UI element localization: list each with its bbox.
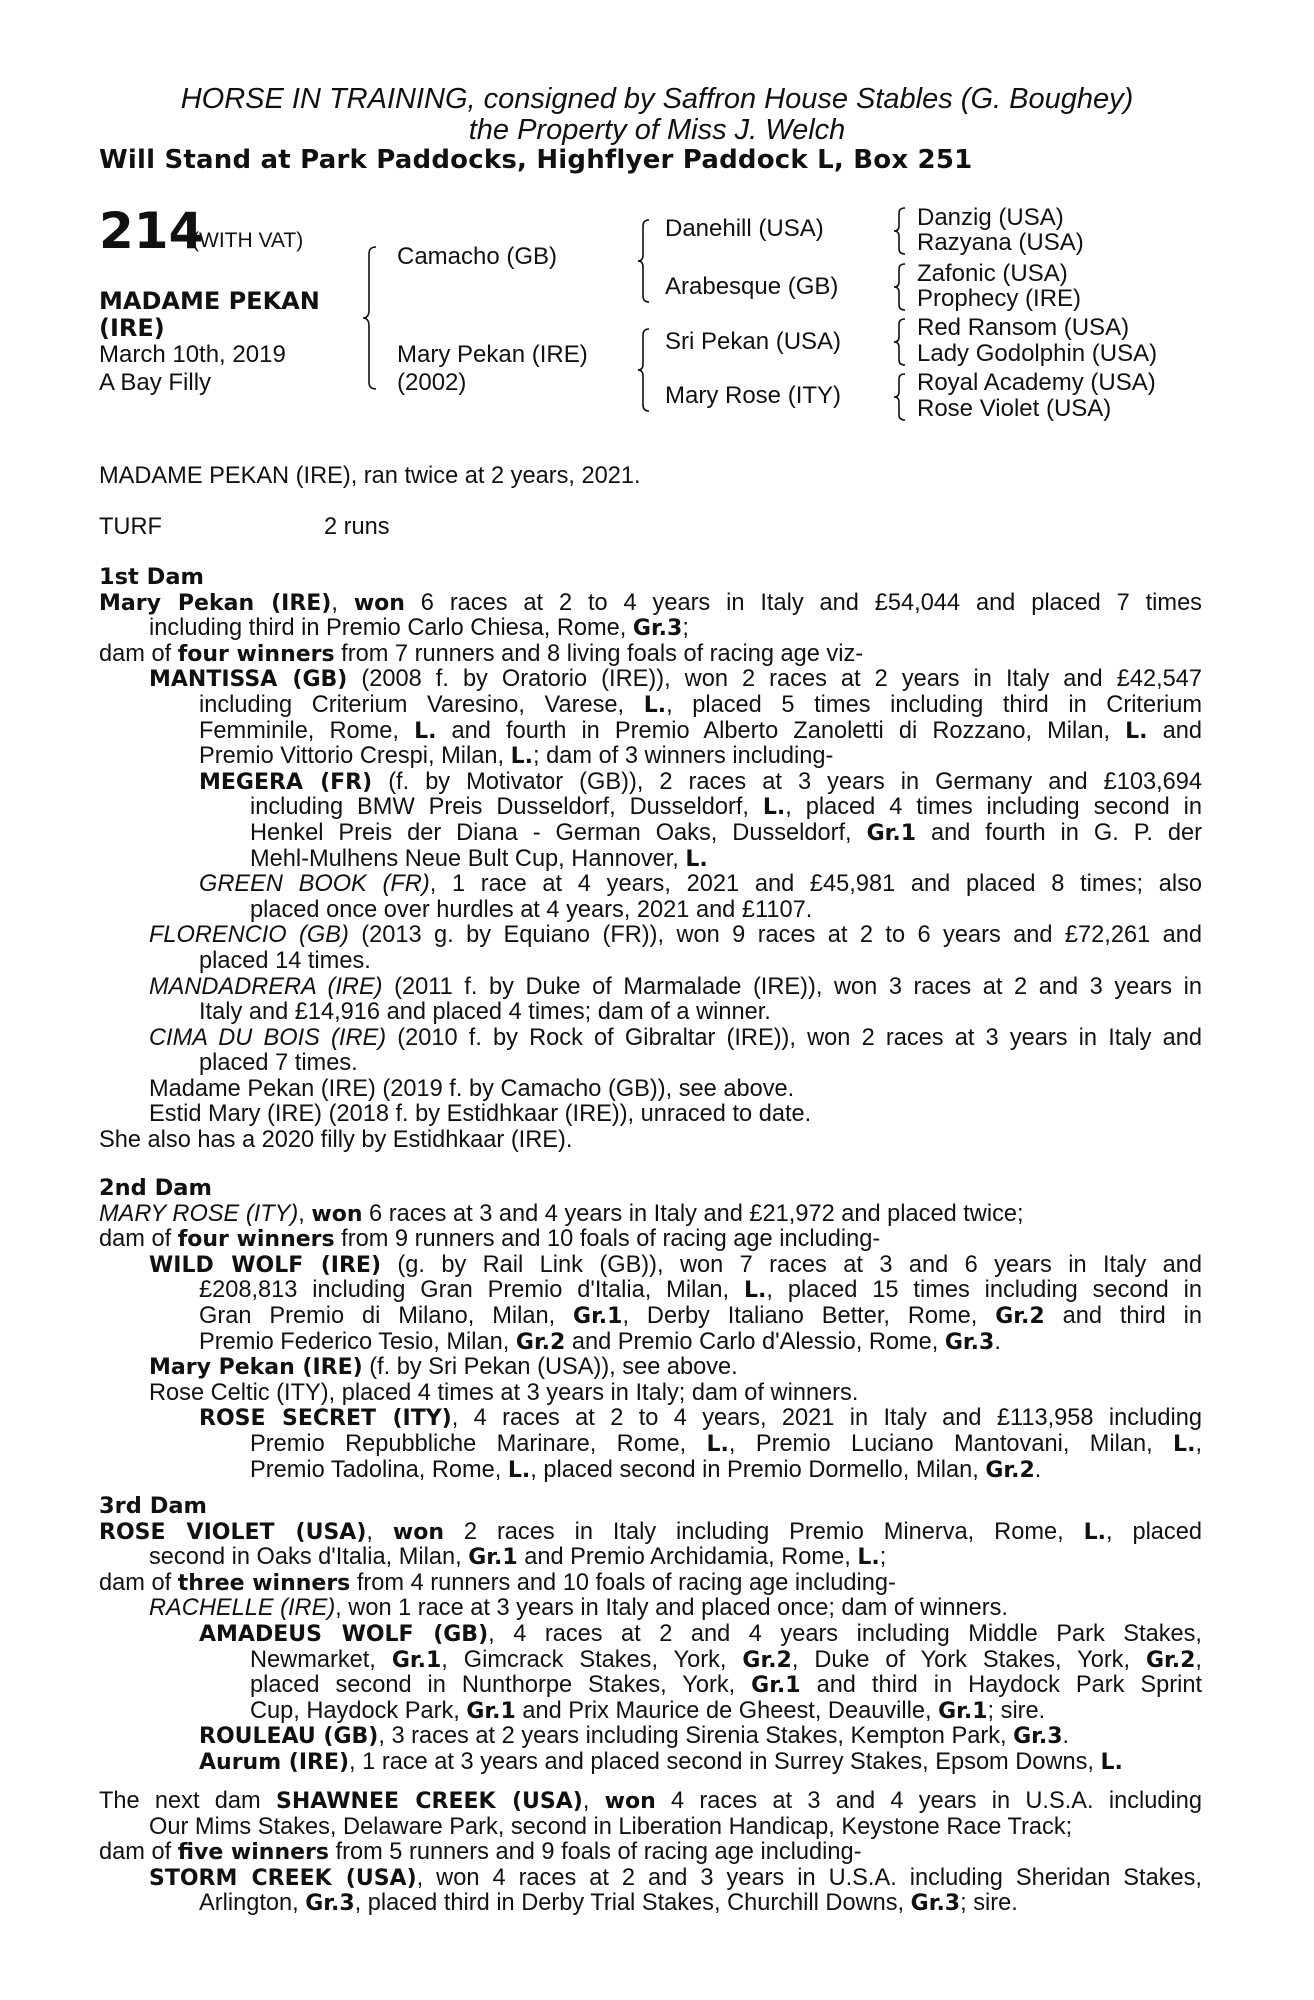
- second-dam-section: [99, 1176, 1202, 1483]
- section-heading: 3rd Dam: [99, 1493, 207, 1519]
- produce-line: placed 14 times.: [199, 947, 371, 974]
- dam-line: dam of three winners from 4 runners and 10 foals of racing age including-: [99, 1569, 896, 1596]
- produce-line: ROULEAU (GB), 3 races at 2 years including Sirenia Stakes, Kempton Park, Gr.3.: [199, 1723, 1070, 1750]
- pedigree-brace-ds: [893, 318, 907, 366]
- section-heading: 1st Dam: [99, 564, 204, 590]
- owner-line: the Property of Miss J. Welch: [468, 114, 846, 146]
- produce-line: Mary Pekan (IRE) (f. by Sri Pekan (USA)), see above.: [149, 1354, 738, 1381]
- consignor-line: HORSE IN TRAINING, consigned by Saffron House Stables (G. Boughey): [180, 83, 1134, 115]
- produce-line: including BMW Preis Dusseldorf, Dusseldorf, L., placed 4 times including second in: [250, 794, 1202, 821]
- produce-line: ROSE SECRET (ITY), 4 races at 2 to 4 years, 2021 in Italy and £113,958 including: [199, 1405, 1202, 1432]
- pedigree-ds-sire: Red Ransom (USA): [917, 314, 1130, 341]
- dam-line: The next dam SHAWNEE CREEK (USA), won 4 races at 3 and 4 years in U.S.A. including: [99, 1788, 1202, 1814]
- pedigree-sire-sire: Danehill (USA): [665, 215, 824, 242]
- produce-line: MANDADRERA (IRE) (2011 f. by Duke of Marmalade (IRE)), won 3 races at 2 and 3 years in: [149, 973, 1202, 1000]
- produce-line: GREEN BOOK (FR), 1 race at 4 years, 2021 and £45,981 and placed 8 times; also: [199, 871, 1202, 898]
- produce-line: Cup, Haydock Park, Gr.1 and Prix Maurice de Gheest, Deauville, Gr.1; sire.: [250, 1697, 1046, 1724]
- pedigree-dam-dam: Mary Rose (ITY): [665, 382, 842, 409]
- dam-line: second in Oaks d'Italia, Milan, Gr.1 and Premio Archidamia, Rome, L.;: [149, 1544, 887, 1571]
- pedigree-ss-dam: Razyana (USA): [917, 229, 1084, 256]
- produce-line: Gran Premio di Milano, Milan, Gr.1, Derby Italiano Better, Rome, Gr.2 and third in: [199, 1302, 1202, 1329]
- produce-line: FLORENCIO (GB) (2013 g. by Equiano (FR)), won 9 races at 2 to 6 years and £72,261 and: [149, 922, 1202, 949]
- produce-line: Femminile, Rome, L. and fourth in Premio Alberto Zanoletti di Rozzano, Milan, L. and: [199, 717, 1203, 744]
- turf-runs: 2 runs: [324, 514, 390, 540]
- next-dam-section: [99, 1789, 1202, 1917]
- produce-line: Premio Tadolina, Rome, L., placed second in Premio Dormello, Milan, Gr.2.: [250, 1456, 1042, 1483]
- dam-line: MARY ROSE (ITY), won 6 races at 3 and 4 years in Italy and £21,972 and placed twice;: [99, 1200, 1024, 1227]
- produce-line: AMADEUS WOLF (GB), 4 races at 2 and 4 years including Middle Park Stakes,: [199, 1620, 1202, 1647]
- vat-label: (WITH VAT): [192, 229, 304, 252]
- dam-line: dam of four winners from 9 runners and 10 foals of racing age including-: [99, 1226, 881, 1253]
- stable-location-line: Will Stand at Park Paddocks, Highflyer Paddock L, Box 251: [99, 145, 973, 175]
- produce-line: Premio Federico Tesio, Milan, Gr.2 and Premio Carlo d'Alessio, Rome, Gr.3.: [199, 1328, 1001, 1355]
- pedigree-brace-dam: [637, 328, 651, 412]
- third-dam-section: [99, 1494, 1202, 1776]
- dam-line: ROSE VIOLET (USA), won 2 races in Italy including Premio Minerva, Rome, L., placed: [99, 1518, 1202, 1545]
- dam-line: Mary Pekan (IRE), won 6 races at 2 to 4 years in Italy and £54,044 and placed 7 times: [99, 589, 1202, 616]
- produce-line: placed second in Nunthorpe Stakes, York, Gr.1 and third in Haydock Park Sprint: [250, 1672, 1202, 1699]
- pedigree-brace-main: [362, 246, 378, 390]
- produce-line: Italy and £14,916 and placed 4 times; dam of a winner.: [199, 999, 771, 1026]
- pedigree-ds-dam: Lady Godolphin (USA): [917, 340, 1158, 367]
- pedigree-dam-line2: (2002): [397, 369, 467, 396]
- horse-name: [99, 288, 320, 342]
- pedigree-dam-sire: Sri Pekan (USA): [665, 328, 842, 355]
- dam-line: dam of four winners from 7 runners and 8 living foals of racing age viz-: [99, 640, 864, 667]
- produce-line: WILD WOLF (IRE) (g. by Rail Link (GB)), won 7 races at 3 and 6 years in Italy and: [149, 1251, 1202, 1278]
- produce-line: Mehl-Mulhens Neue Bult Cup, Hannover, L.: [250, 845, 708, 872]
- produce-line: Aurum (IRE), 1 race at 3 years and placed second in Surrey Stakes, Epsom Downs, L.: [199, 1748, 1123, 1775]
- lot-number: 214: [99, 202, 204, 260]
- pedigree-dam-line1: Mary Pekan (IRE): [397, 341, 588, 368]
- dam-line: Our Mims Stakes, Delaware Park, second in Liberation Handicap, Keystone Race Track;: [149, 1813, 1073, 1840]
- pedigree-brace-sire: [637, 219, 651, 303]
- produce-line: MEGERA (FR) (f. by Motivator (GB)), 2 races at 3 years in Germany and £103,694: [199, 768, 1203, 795]
- horse-dob: March 10th, 2019: [99, 341, 286, 368]
- dam-line: dam of five winners from 5 runners and 9 foals of racing age including-: [99, 1839, 862, 1866]
- produce-line: MANTISSA (GB) (2008 f. by Oratorio (IRE)), won 2 races at 2 years in Italy and £42,547: [149, 666, 1202, 693]
- horse-name-line1: MADAME PEKAN: [99, 287, 320, 315]
- pedigree-sire: Camacho (GB): [397, 243, 558, 270]
- first-dam-section: [99, 565, 1202, 1154]
- pedigree-brace-ss: [893, 207, 907, 255]
- pedigree-ss-sire: Danzig (USA): [917, 204, 1064, 231]
- turf-record: [99, 515, 1202, 541]
- pedigree-brace-dd: [893, 373, 907, 421]
- produce-line: She also has a 2020 filly by Estidhkaar (IRE).: [99, 1127, 573, 1154]
- section-heading: 2nd Dam: [99, 1175, 212, 1201]
- produce-line: Premio Repubbliche Marinare, Rome, L., Premio Luciano Mantovani, Milan, L.,: [250, 1430, 1202, 1457]
- produce-line: RACHELLE (IRE), won 1 race at 3 years in Italy and placed once; dam of winners.: [149, 1595, 1008, 1622]
- produce-line: including Criterium Varesino, Varese, L., placed 5 times including third in Criterium: [199, 691, 1202, 718]
- turf-label: TURF: [99, 514, 162, 540]
- produce-line: placed 7 times.: [199, 1050, 358, 1077]
- pedigree-sd-dam: Prophecy (IRE): [917, 285, 1082, 312]
- produce-line: Estid Mary (IRE) (2018 f. by Estidhkaar (IRE)), unraced to date.: [149, 1101, 812, 1128]
- dam-line: including third in Premio Carlo Chiesa, Rome, Gr.3;: [149, 615, 689, 642]
- produce-line: Arlington, Gr.3, placed third in Derby Trial Stakes, Churchill Downs, Gr.3; sire.: [199, 1890, 1018, 1917]
- produce-line: Premio Vittorio Crespi, Milan, L.; dam of 3 winners including-: [199, 743, 834, 770]
- pedigree-sd-sire: Zafonic (USA): [917, 260, 1068, 287]
- produce-line: Rose Celtic (ITY), placed 4 times at 3 years in Italy; dam of winners.: [149, 1379, 859, 1406]
- produce-line: Henkel Preis der Diana - German Oaks, Dusseldorf, Gr.1 and fourth in G. P. der: [250, 819, 1202, 846]
- pedigree-dd-sire: Royal Academy (USA): [917, 369, 1156, 396]
- race-summary: MADAME PEKAN (IRE), ran twice at 2 years, 2021.: [99, 463, 641, 489]
- produce-line: CIMA DU BOIS (IRE) (2010 f. by Rock of Gibraltar (IRE)), won 2 races at 3 years in Italy and: [149, 1024, 1203, 1051]
- produce-line: STORM CREEK (USA), won 4 races at 2 and 3 years in U.S.A. including Sheridan Stakes,: [149, 1864, 1202, 1891]
- produce-line: placed once over hurdles at 4 years, 2021 and £1107.: [250, 896, 813, 923]
- produce-line: Newmarket, Gr.1, Gimcrack Stakes, York, Gr.2, Duke of York Stakes, York, Gr.2,: [250, 1646, 1202, 1673]
- pedigree-brace-sd: [893, 263, 907, 311]
- pedigree-dd-dam: Rose Violet (USA): [917, 395, 1112, 422]
- produce-line: £208,813 including Gran Premio d'Italia, Milan, L., placed 15 times including second in: [199, 1277, 1202, 1304]
- horse-description: A Bay Filly: [99, 369, 212, 396]
- produce-line: Madame Pekan (IRE) (2019 f. by Camacho (GB)), see above.: [149, 1075, 795, 1102]
- pedigree-sire-dam: Arabesque (GB): [665, 273, 839, 300]
- horse-name-line2: (IRE): [99, 314, 165, 342]
